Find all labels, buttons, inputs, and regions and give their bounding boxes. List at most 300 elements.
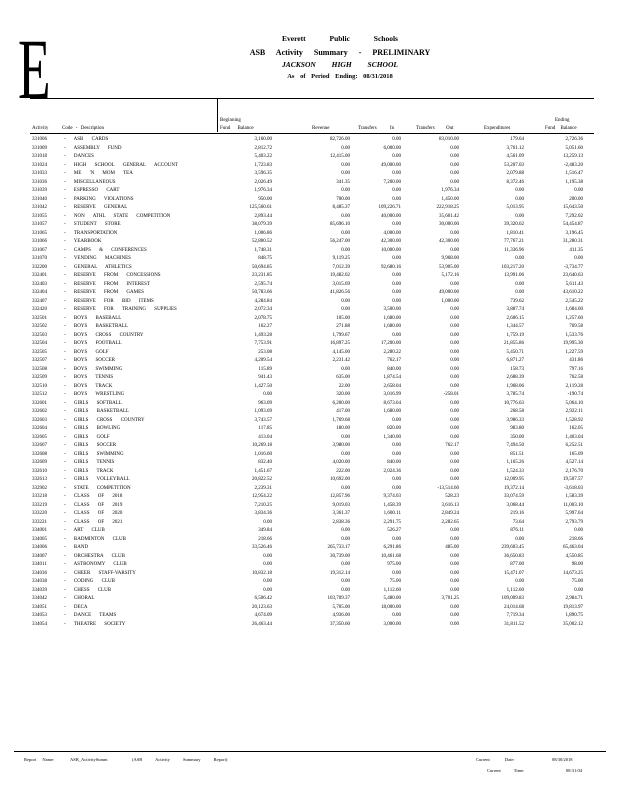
col-code-desc: Code - Description — [62, 126, 105, 131]
cell-ending-balance: 1,684.60 — [565, 307, 583, 312]
cell-description: - RESERVE FROM INTEREST — [64, 281, 151, 287]
table-row — [0, 434, 618, 443]
cell-beginning-balance: 2,072.34 — [254, 307, 272, 312]
cell-transfers-in: 1,680.00 — [383, 409, 401, 414]
report-name-value: ASB_ActivitySumm — [70, 757, 108, 762]
cell-transfers-out: 0.00 — [450, 621, 459, 627]
cell-expenditures: 739.62 — [510, 298, 524, 304]
table-row — [0, 247, 618, 256]
cell-revenue: 1,769.68 — [332, 417, 350, 423]
cell-expenditures: 0.00 — [515, 290, 524, 295]
cell-transfers-in: 0.00 — [392, 222, 401, 227]
cell-expenditures: 8,372.46 — [506, 179, 524, 185]
cell-transfers-out: -258.01 — [443, 392, 459, 397]
cell-transfers-in: 0.00 — [392, 137, 401, 142]
cell-transfers-out: 1,000.00 — [441, 298, 459, 304]
cell-transfers-in: 75.00 — [389, 579, 401, 584]
cell-code: 332608 — [32, 451, 47, 457]
cell-revenue: 103,709.37 — [327, 596, 350, 601]
cell-ending-balance: 769.58 — [569, 324, 583, 329]
table-row — [0, 553, 618, 562]
cell-ending-balance: -3,618.03 — [563, 485, 583, 491]
cell-description: - GIRLS SOFTBALL — [64, 400, 122, 406]
cell-ending-balance: 19,813.97 — [563, 604, 583, 610]
cell-ending-balance: 13,259.13 — [563, 154, 583, 159]
cell-beginning-balance: 1,493.28 — [254, 332, 272, 338]
cell-transfers-in: 0.00 — [392, 290, 401, 295]
cell-beginning-balance: 1,006.86 — [254, 230, 272, 236]
cell-expenditures: 0.00 — [515, 281, 524, 287]
cell-transfers-out: 0.00 — [450, 341, 459, 346]
table-row — [0, 510, 618, 519]
col-transfers-out: Transfers Out — [416, 126, 454, 131]
cell-beginning-balance: 0.00 — [263, 553, 272, 559]
cell-beginning-balance: 2,893.44 — [254, 213, 272, 219]
table-row — [0, 451, 618, 460]
cell-code: 332505 — [32, 349, 47, 355]
current-time-label: Current Time: — [487, 768, 525, 773]
table-row — [0, 400, 618, 409]
cell-transfers-out: 0.00 — [450, 281, 459, 287]
cell-ending-balance: 431.86 — [569, 358, 583, 363]
current-date-label: Current Date: — [476, 757, 515, 762]
cell-revenue: 4,020.00 — [332, 460, 350, 465]
cell-transfers-in: 2,280.22 — [383, 349, 401, 355]
cell-ending-balance: -2,483.20 — [563, 162, 583, 168]
cell-description: - HIGH SCHOOL GENERAL ACCOUNT — [64, 162, 179, 168]
cell-expenditures: 3,986.33 — [506, 417, 524, 423]
cell-expenditures: 5,013.95 — [506, 205, 524, 210]
table-row — [0, 527, 618, 536]
cell-revenue: 9,019.03 — [332, 502, 350, 508]
cell-revenue: 0.00 — [341, 528, 350, 533]
cell-ending-balance: 7,292.02 — [565, 213, 583, 219]
table-row — [0, 485, 618, 494]
cell-transfers-in: 1,874.54 — [383, 375, 401, 380]
cell-code: 331066 — [32, 239, 47, 244]
table-row — [0, 604, 618, 613]
cell-code: 332610 — [32, 468, 47, 474]
cell-revenue: 0.00 — [341, 485, 350, 491]
cell-revenue: 0.00 — [341, 366, 350, 372]
cell-expenditures: 39,320.62 — [504, 222, 524, 227]
cell-beginning-balance: 7,753.91 — [254, 341, 272, 346]
cell-expenditures: 2,688.39 — [506, 375, 524, 380]
cell-beginning-balance: 832.40 — [258, 460, 272, 465]
cell-transfers-out: 0.00 — [450, 409, 459, 414]
cell-code: 334005 — [32, 536, 47, 542]
cell-transfers-in: 2,658.04 — [383, 383, 401, 389]
cell-ending-balance: 4,550.85 — [565, 553, 583, 559]
col-beginning-bottom: Fund Balance — [220, 126, 254, 131]
cell-revenue: 0.00 — [341, 434, 350, 440]
cell-code: 331039 — [32, 188, 47, 193]
cell-description: - CHESS CLUB — [64, 587, 112, 593]
cell-code: 331024 — [32, 162, 47, 168]
cell-expenditures: 3,887.74 — [506, 307, 524, 312]
cell-ending-balance: 1,528.92 — [565, 417, 583, 423]
cell-transfers-out: 0.00 — [450, 468, 459, 474]
cell-beginning-balance: 162.27 — [258, 324, 272, 329]
cell-transfers-out: 3,616.13 — [441, 502, 459, 508]
cell-ending-balance: 6,252.51 — [565, 443, 583, 448]
cell-revenue: 700.00 — [336, 196, 350, 202]
cell-ending-balance: 4,527.14 — [565, 460, 583, 465]
cell-expenditures: 0.00 — [515, 579, 524, 584]
cell-beginning-balance: 0.00 — [263, 392, 272, 397]
cell-expenditures: 1,810.41 — [506, 230, 524, 236]
cell-transfers-out: 2,282.65 — [441, 519, 459, 525]
cell-description: - ESPRESSO CART — [64, 188, 120, 193]
cell-beginning-balance: 1,016.60 — [254, 451, 272, 457]
cell-revenue: 0.00 — [341, 536, 350, 542]
cell-revenue: 320.00 — [336, 392, 350, 397]
cell-beginning-balance: 1,093.69 — [254, 409, 272, 414]
cell-beginning-balance: 3,596.35 — [254, 171, 272, 176]
cell-ending-balance: 54,454.87 — [563, 222, 583, 227]
district-title: Everett Public Schools — [282, 34, 398, 43]
cell-expenditures: 73.64 — [512, 519, 524, 525]
cell-expenditures: 876.11 — [510, 528, 524, 533]
cell-revenue: 1,799.67 — [332, 332, 350, 338]
cell-beginning-balance: 963.09 — [258, 400, 272, 406]
cell-revenue: 4,145.00 — [332, 349, 350, 355]
school-name: JACKSON HIGH SCHOOL — [282, 60, 398, 69]
cell-expenditures: 12,009.95 — [504, 477, 524, 482]
cell-transfers-in: 0.00 — [392, 570, 401, 576]
cell-code: 332420 — [32, 307, 47, 312]
cell-transfers-out: 2,849.24 — [441, 511, 459, 516]
cell-expenditures: 77,767.21 — [504, 239, 524, 244]
table-row — [0, 442, 618, 451]
table-row — [0, 281, 618, 290]
table-row — [0, 570, 618, 579]
cell-expenditures: 10,776.63 — [504, 400, 524, 406]
cell-ending-balance: 35,002.12 — [563, 621, 583, 627]
cell-revenue: 222.00 — [336, 468, 350, 474]
cell-transfers-in: 526.27 — [387, 528, 401, 533]
cell-description: - ORCHESTRA CLUB — [64, 553, 125, 559]
cell-revenue: 16,897.25 — [330, 341, 350, 346]
cell-ending-balance: 1,533.76 — [565, 332, 583, 338]
table-row — [0, 204, 618, 213]
cell-transfers-out: 30,000.00 — [439, 222, 459, 227]
report-title: ASB Activity Summary - PRELIMINARY — [249, 48, 431, 57]
cell-ending-balance: 98.00 — [571, 562, 583, 567]
cell-transfers-in: 0.00 — [392, 477, 401, 482]
cell-beginning-balance: 848.75 — [258, 256, 272, 261]
cell-transfers-out: 0.00 — [450, 570, 459, 576]
cell-revenue: 265,733.17 — [327, 545, 350, 550]
cell-code: 331065 — [32, 230, 47, 236]
cell-code: 331006 — [32, 137, 47, 142]
report-title-footer: (ASB Activity Summary Report) — [132, 757, 228, 762]
cell-revenue: 0.00 — [341, 587, 350, 593]
cell-transfers-out: 0.00 — [450, 366, 459, 372]
cell-ending-balance: 2,984.71 — [565, 596, 583, 601]
cell-ending-balance: 19,995.30 — [563, 341, 583, 346]
cell-expenditures: 24,014.68 — [504, 604, 524, 610]
cell-revenue: 341.35 — [336, 179, 350, 185]
cell-revenue: 82,726.00 — [330, 137, 350, 142]
cell-description: - RESERVE FROM CONCESSIONS — [64, 273, 161, 278]
cell-description: - CLASS OF 2021 — [64, 519, 123, 525]
cell-revenue: 0.00 — [341, 162, 350, 168]
cell-description: - GIRLS TENNIS — [64, 460, 115, 465]
cell-revenue: 85,696.10 — [330, 222, 350, 227]
table-row — [0, 502, 618, 511]
cell-transfers-out: 485.00 — [445, 545, 459, 550]
cell-description: - ART CLUB — [64, 528, 105, 533]
cell-ending-balance: 2,119.28 — [565, 383, 583, 389]
cell-description: - RESERVE FROM GAMES — [64, 290, 144, 295]
cell-code: 334039 — [32, 587, 47, 593]
cell-ending-balance: 75.00 — [571, 579, 583, 584]
table-row — [0, 408, 618, 417]
cell-transfers-out: 0.00 — [450, 426, 459, 431]
cell-code: 332403 — [32, 281, 47, 287]
cell-expenditures: 4,561.09 — [506, 154, 524, 159]
cell-beginning-balance: 20,123.63 — [252, 604, 272, 610]
cell-description: - BOYS BASEBALL — [64, 315, 122, 321]
footer-rule — [14, 751, 606, 752]
cell-code: 332504 — [32, 341, 47, 346]
cell-ending-balance: 0.00 — [574, 528, 583, 533]
cell-expenditures: 5,450.71 — [506, 349, 524, 355]
cell-code: 331067 — [32, 247, 47, 253]
cell-ending-balance: 1,403.04 — [565, 434, 583, 440]
cell-expenditures: 36,650.83 — [504, 553, 524, 559]
cell-description: - GIRLS GOLF — [64, 434, 110, 440]
cell-expenditures: 1,344.57 — [506, 324, 524, 329]
cell-expenditures: 877.00 — [510, 562, 524, 567]
cell-transfers-in: 2,024.36 — [383, 468, 401, 474]
table-row — [0, 391, 618, 400]
table-row — [0, 153, 618, 162]
cell-description: - BOYS CROSS COUNTRY — [64, 332, 144, 338]
cell-transfers-out: 0.00 — [450, 613, 459, 618]
cell-expenditures: 53,207.03 — [504, 162, 524, 168]
cell-beginning-balance: 23,231.85 — [252, 273, 272, 278]
cell-description: - BOYS SOCCER — [64, 358, 115, 363]
cell-description: - DANCE TEAMS — [64, 613, 117, 618]
cell-description: - ASB CARDS — [64, 137, 109, 142]
cell-description: - BOYS WRESTLING — [64, 392, 125, 397]
cell-ending-balance: 200.00 — [569, 196, 583, 202]
cell-ending-balance: 43,610.22 — [563, 290, 583, 295]
cell-transfers-out: 35,601.42 — [439, 213, 459, 219]
col-activity: Activity — [32, 126, 49, 131]
cell-revenue: 271.88 — [336, 324, 350, 329]
cell-transfers-out: 0.00 — [450, 417, 459, 423]
cell-ending-balance: 15,643.50 — [563, 205, 583, 210]
cell-beginning-balance: 253.08 — [258, 349, 272, 355]
cell-description: - NON ATHL STATE COMPETITION — [64, 213, 171, 219]
cell-revenue: 8,485.37 — [332, 205, 350, 210]
cell-beginning-balance: 50,783.66 — [252, 290, 272, 295]
cell-code: 332407 — [32, 298, 47, 304]
cell-code: 334006 — [32, 545, 47, 550]
cell-revenue: 12,415.00 — [330, 154, 350, 159]
cell-description: - GIRLS TRACK — [64, 468, 114, 474]
cell-beginning-balance: 125,560.61 — [249, 205, 272, 210]
cell-expenditures: 2,606.15 — [506, 315, 524, 321]
cell-transfers-in: 18,000.00 — [381, 604, 401, 610]
cell-beginning-balance: 0.00 — [263, 562, 272, 567]
cell-code: 334001 — [32, 528, 47, 533]
table-row — [0, 230, 618, 239]
cell-description: - BOYS FOOTBALL — [64, 341, 122, 346]
cell-transfers-in: 6,291.86 — [383, 545, 401, 550]
cell-expenditures: 31,811.52 — [504, 621, 524, 627]
report-name-label: Report Name: — [24, 757, 55, 762]
cell-code: 331042 — [32, 205, 47, 210]
cell-revenue: 0.00 — [341, 451, 350, 457]
cell-transfers-in: 1,680.00 — [383, 315, 401, 321]
cell-transfers-in: 17,200.00 — [381, 341, 401, 346]
cell-revenue: 2,231.42 — [332, 358, 350, 363]
cell-code: 332503 — [32, 332, 47, 338]
cell-description: - STATE COMPETITION — [64, 485, 131, 491]
cell-description: - DECA — [64, 604, 88, 610]
table-row — [0, 383, 618, 392]
table-row — [0, 366, 618, 375]
table-row — [0, 272, 618, 281]
cell-ending-balance: -3,734.77 — [563, 264, 583, 270]
cell-ending-balance: 11,003.10 — [563, 502, 583, 508]
cell-transfers-in: 3,000.00 — [383, 621, 401, 627]
cell-beginning-balance: 4,209.54 — [254, 358, 272, 363]
cell-expenditures: 15,471.07 — [504, 570, 524, 576]
cell-ending-balance: 762.58 — [569, 375, 583, 380]
cell-code: 334007 — [32, 553, 47, 559]
cell-transfers-out: 0.00 — [450, 358, 459, 363]
cell-description: - GIRLS CROSS COUNTRY — [64, 417, 145, 423]
cell-revenue: 0.00 — [341, 307, 350, 312]
cell-expenditures: 19,372.14 — [504, 485, 524, 491]
table-row — [0, 357, 618, 366]
cell-beginning-balance: 2,026.49 — [254, 179, 272, 185]
table-row — [0, 255, 618, 264]
cell-revenue: 0.00 — [341, 213, 350, 219]
cell-transfers-out: 0.00 — [450, 579, 459, 584]
cell-transfers-out: 0.00 — [450, 349, 459, 355]
cell-ending-balance: 1,516.47 — [565, 171, 583, 176]
cell-ending-balance: 65,463.04 — [563, 545, 583, 550]
cell-beginning-balance: 0.00 — [263, 579, 272, 584]
cell-transfers-in: 0.00 — [392, 451, 401, 457]
table-row — [0, 264, 618, 273]
cell-revenue: 5,705.00 — [332, 604, 350, 610]
cell-beginning-balance: 3,743.57 — [254, 417, 272, 423]
cell-transfers-out: 762.17 — [445, 443, 459, 448]
cell-transfers-in: 0.00 — [392, 273, 401, 278]
table-row — [0, 425, 618, 434]
cell-beginning-balance: 117.85 — [258, 426, 272, 431]
cell-ending-balance: 14,673.25 — [563, 570, 583, 576]
cell-description: - DANCES — [64, 154, 94, 159]
cell-transfers-in: 840.00 — [387, 366, 401, 372]
cell-transfers-in: 1,680.00 — [383, 324, 401, 329]
cell-code: 332502 — [32, 324, 47, 329]
cell-description: - ASSEMBLY FUND — [64, 145, 122, 151]
cell-ending-balance: -190.74 — [567, 392, 583, 397]
cell-revenue: 41,826.56 — [330, 290, 350, 295]
cell-beginning-balance: 950.00 — [258, 196, 272, 202]
cell-code: 332603 — [32, 417, 47, 423]
cell-transfers-in: 0.00 — [392, 417, 401, 423]
cell-transfers-out: 0.00 — [450, 162, 459, 168]
cell-code: 333221 — [32, 519, 47, 525]
cell-transfers-in: 0.00 — [392, 613, 401, 618]
cell-description: - BADMINTON CLUB — [64, 536, 126, 542]
table-row — [0, 323, 618, 332]
cell-transfers-out: 53,905.00 — [439, 264, 459, 270]
cell-revenue: 635.00 — [336, 375, 350, 380]
table-row — [0, 289, 618, 298]
table-row — [0, 349, 618, 358]
cell-beginning-balance: 349.84 — [258, 528, 272, 533]
cell-expenditures: 1,968.06 — [506, 383, 524, 389]
cell-beginning-balance: 115.89 — [258, 366, 272, 372]
cell-transfers-in: 0.00 — [392, 298, 401, 304]
cell-beginning-balance: 941.43 — [258, 375, 272, 380]
cell-transfers-in: 0.00 — [392, 154, 401, 159]
table-row — [0, 196, 618, 205]
cell-transfers-in: 9,374.03 — [383, 494, 401, 499]
cell-transfers-in: 0.00 — [392, 171, 401, 176]
cell-transfers-out: 0.00 — [450, 528, 459, 533]
cell-expenditures: 0.00 — [515, 188, 524, 193]
cell-description: - GIRLS SWIMMING — [64, 451, 124, 457]
cell-expenditures: 11,336.96 — [504, 247, 524, 253]
cell-beginning-balance: 413.04 — [258, 434, 272, 440]
cell-ending-balance: 1,890.75 — [565, 613, 583, 618]
current-date-value: 08/30/2018 — [552, 757, 573, 762]
table-row — [0, 315, 618, 324]
cell-code: 331018 — [32, 154, 47, 159]
cell-transfers-out: 1,976.34 — [441, 188, 459, 193]
cell-transfers-out: 0.00 — [450, 451, 459, 457]
cell-ending-balance: 2,922.11 — [565, 409, 583, 414]
cell-transfers-in: 975.00 — [387, 562, 401, 567]
cell-code: 333219 — [32, 502, 47, 508]
table-row — [0, 145, 618, 154]
cell-transfers-in: 8,673.64 — [383, 400, 401, 406]
cell-revenue: 105.00 — [336, 315, 350, 321]
cell-beginning-balance: 7,210.25 — [254, 502, 272, 508]
cell-transfers-out: 3,701.25 — [441, 596, 459, 601]
cell-transfers-out: 9,968.00 — [441, 256, 459, 261]
cell-revenue: 0.00 — [341, 171, 350, 176]
cell-transfers-out: 0.00 — [450, 460, 459, 465]
cell-revenue: 3,361.37 — [332, 511, 350, 516]
cell-transfers-in: 1,112.60 — [383, 587, 401, 593]
cell-ending-balance: 2,545.22 — [565, 298, 583, 304]
cell-code: 334042 — [32, 596, 47, 601]
cell-expenditures: 7,719.34 — [506, 613, 524, 618]
cell-revenue: 9,119.25 — [332, 256, 350, 261]
cell-revenue: 3,980.00 — [332, 443, 350, 448]
cell-revenue: 37,350.60 — [330, 621, 350, 627]
cell-transfers-in: 0.00 — [392, 332, 401, 338]
cell-beginning-balance: 2,078.75 — [254, 315, 272, 321]
cell-ending-balance: 19,507.57 — [563, 477, 583, 482]
cell-transfers-out: 0.00 — [450, 145, 459, 151]
cell-code: 331057 — [32, 222, 47, 227]
cell-beginning-balance: 2,595.74 — [254, 281, 272, 287]
cell-transfers-out: 49,000.00 — [439, 290, 459, 295]
